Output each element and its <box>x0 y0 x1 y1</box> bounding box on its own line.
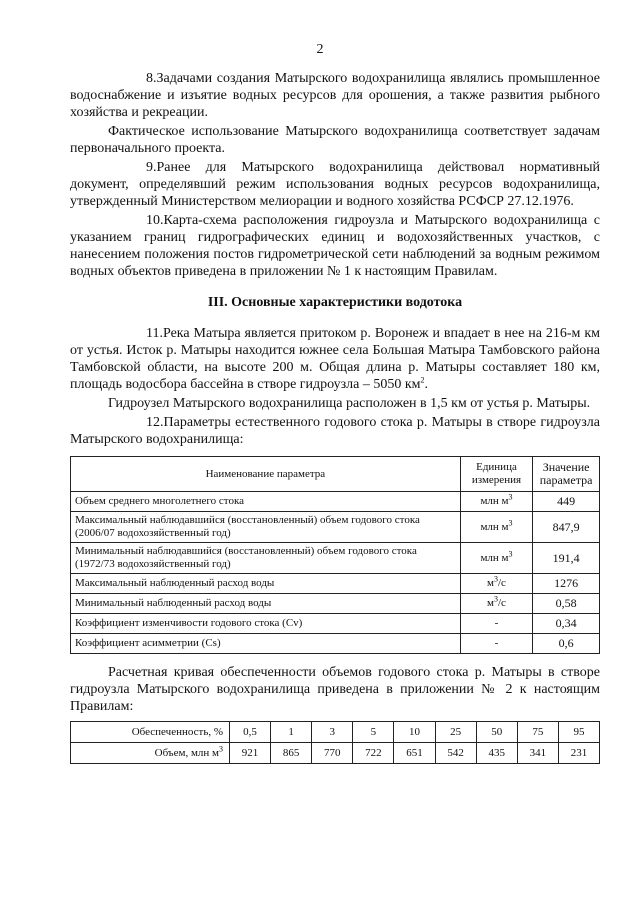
table-row <box>71 543 600 574</box>
volume-cell: 722 <box>353 743 394 764</box>
table-row <box>71 634 600 654</box>
param-value: 1276 <box>533 574 600 594</box>
supply-curve-table <box>70 721 600 764</box>
paragraph-8 <box>70 70 600 121</box>
param-unit: $м^3/с$ <box>460 594 532 614</box>
probability-cell: 5 <box>353 722 394 743</box>
param-value: 0,34 <box>533 614 600 634</box>
param-unit: млн $м^3$ <box>460 492 532 512</box>
param-unit: $м^3/с$ <box>460 574 532 594</box>
paragraph-text: Река Матыра является притоком р. Воронеж и впадает в нее на 216-м км от устья. Исток р. Матыры находится южнее села Большая Матыра Тамбовского района Тамбовской области, на высоте 200 м. Общая длина р. Матыры составляет 180 км, площадь водосбора бассейна в створе гидроузла – 5050 км <box>70 326 600 392</box>
param-value: 0,6 <box>533 634 600 654</box>
param-value: 191,4 <box>533 543 600 574</box>
paragraph-text: Расчетная кривая обеспеченности объемов годового стока р. Матыры в створе гидроузла Матырского водохранилища приведена в приложении № 2 к настоящим Правилам: <box>70 665 600 714</box>
param-name: Коэффициент асимметрии (Cs) <box>71 634 461 654</box>
row-label-volume: Объем, млн $м^3$ <box>71 743 230 764</box>
param-name: Минимальный наблюденный расход воды <box>71 594 461 614</box>
paragraph-text: Гидроузел Матырского водохранилища расположен в 1,5 км от устья р. Матыры. <box>108 396 591 411</box>
volume-cell: 865 <box>271 743 312 764</box>
param-name: Объем среднего многолетнего стока <box>71 492 461 512</box>
paragraph-10 <box>70 212 600 280</box>
param-value: 449 <box>533 492 600 512</box>
param-unit: - <box>460 614 532 634</box>
page-number: 2 <box>316 42 324 57</box>
volume-cell: 651 <box>394 743 435 764</box>
header-value: Значение параметра <box>533 457 600 492</box>
volume-cell: 921 <box>230 743 271 764</box>
param-name: Максимальный наблюдавшийся (восстановленный) объем годового стока (2006/07 водохозяйственный год) <box>71 512 461 543</box>
table-row <box>71 574 600 594</box>
table-row <box>71 743 600 764</box>
paragraph-hydro <box>70 395 600 412</box>
table-row <box>71 614 600 634</box>
volume-cell: 231 <box>558 743 599 764</box>
paragraph-text: Ранее для Матырского водохранилища действовал нормативный документ, определявший режим использования водных ресурсов водохранилища, утвержденный Министерством мелиорации и водного хозяйства РСФСР 27.12.1976. <box>70 160 600 209</box>
paragraph-curve <box>70 664 600 715</box>
param-name: Минимальный наблюдавшийся (восстановленный) объем годового стока (1972/73 водохозяйственный год) <box>71 543 461 574</box>
volume-cell: 435 <box>476 743 517 764</box>
probability-cell: 95 <box>558 722 599 743</box>
probability-cell: 0,5 <box>230 722 271 743</box>
header-name: Наименование параметра <box>71 457 461 492</box>
probability-cell: 75 <box>517 722 558 743</box>
paragraph-text: Задачами создания Матырского водохранилища являлись промышленное водоснабжение и изъятие водных ресурсов для орошения, а также развития рыбного хозяйства и рекреации. <box>70 71 600 120</box>
paragraph-text: Фактическое использование Матырского водохранилища соответствует задачам первоначального проекта. <box>70 124 600 156</box>
probability-cell: 50 <box>476 722 517 743</box>
document-body <box>70 70 600 764</box>
paragraph-11 <box>70 325 600 393</box>
paragraph-text: Параметры естественного годового стока р. Матыры в створе гидроузла Матырского водохранилища: <box>70 415 600 447</box>
paragraph-number: 11. <box>146 326 163 341</box>
paragraph-number: 10. <box>146 213 164 228</box>
paragraph-number: 12. <box>146 415 164 430</box>
paragraph-actual-use <box>70 123 600 157</box>
probability-cell: 10 <box>394 722 435 743</box>
probability-cell: 25 <box>435 722 476 743</box>
table-row <box>71 722 600 743</box>
paragraph-number: 8. <box>146 71 157 86</box>
volume-cell: 542 <box>435 743 476 764</box>
superscript: 2 <box>420 375 425 385</box>
header-unit: Единица измерения <box>460 457 532 492</box>
probability-cell: 1 <box>271 722 312 743</box>
volume-cell: 770 <box>312 743 353 764</box>
parameters-table <box>70 456 600 654</box>
row-label-probability: Обеспеченность, % <box>71 722 230 743</box>
paragraph-12 <box>70 414 600 448</box>
volume-cell: 341 <box>517 743 558 764</box>
section-heading: III. Основные характеристики водотока <box>207 295 463 310</box>
paragraph-9 <box>70 159 600 210</box>
paragraph-text: Карта-схема расположения гидроузла и Матырского водохранилища с указанием границ гидрографических единиц и водохозяйственных участков, с нанесением положения постов гидрометрической сети наблюдений за водным режимом водных объектов приведена в приложении № 1 к настоящим Правилам. <box>70 213 600 279</box>
table-row <box>71 594 600 614</box>
paragraph-number: 9. <box>146 160 157 175</box>
param-name: Коэффициент изменчивости годового стока (Cv) <box>71 614 461 634</box>
param-unit: млн $м^3$ <box>460 543 532 574</box>
probability-cell: 3 <box>312 722 353 743</box>
table-row <box>71 512 600 543</box>
param-name: Максимальный наблюденный расход воды <box>71 574 461 594</box>
table-row <box>71 492 600 512</box>
param-value: 847,9 <box>533 512 600 543</box>
paragraph-end: . <box>424 377 429 392</box>
param-unit: млн $м^3$ <box>460 512 532 543</box>
param-value: 0,58 <box>533 594 600 614</box>
param-unit: - <box>460 634 532 654</box>
